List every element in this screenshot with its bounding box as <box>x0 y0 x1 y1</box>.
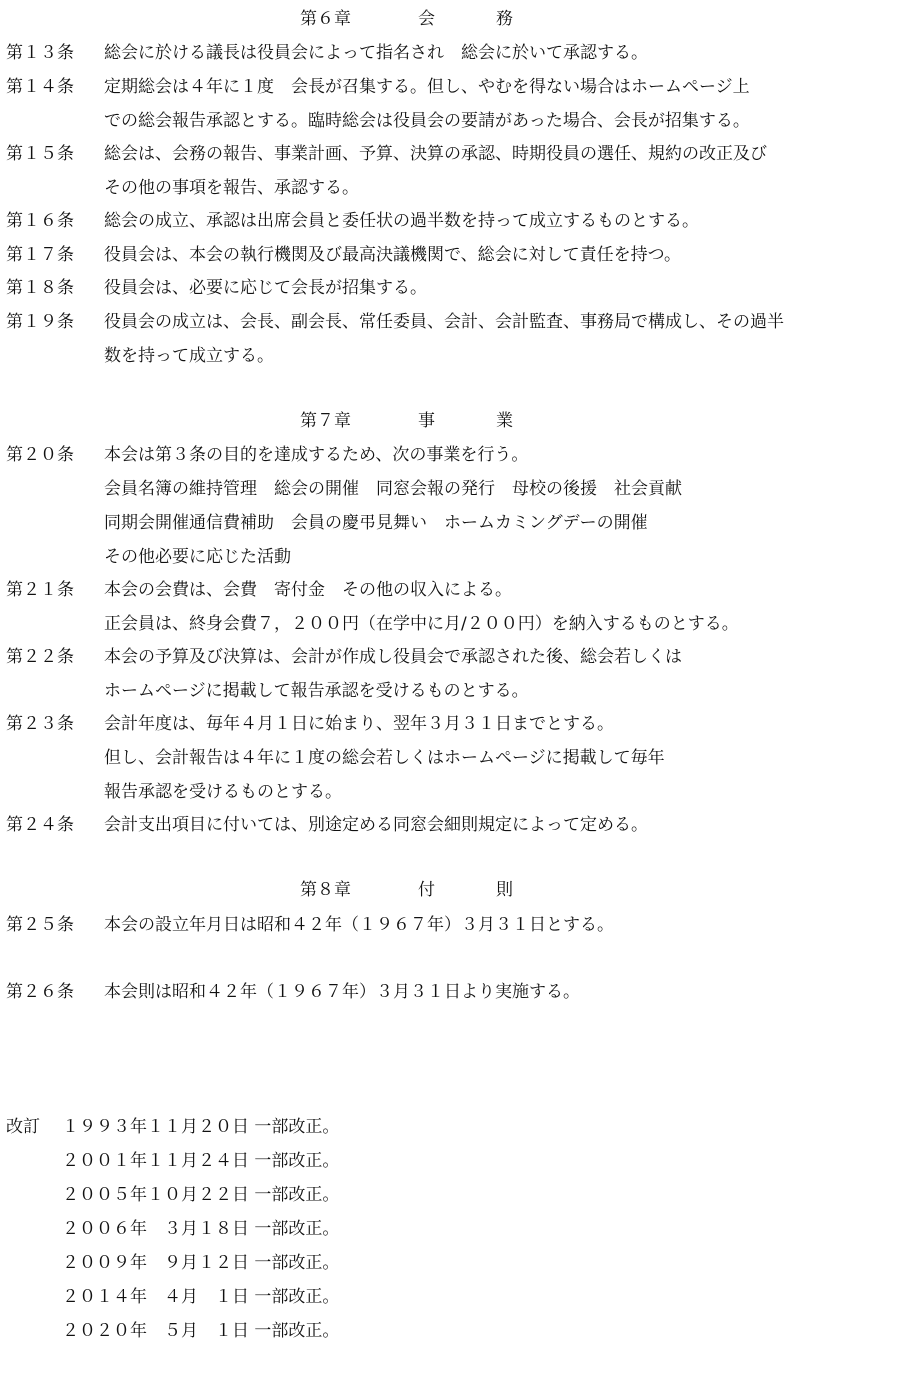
chapter-6-title-char-2: 務 <box>496 9 513 29</box>
article-text-line: 役員会は、必要に応じて会長が招集する。 <box>104 278 427 298</box>
article-text-line: 但し、会計報告は４年に１度の総会若しくはホームページに掲載して毎年 <box>104 748 665 768</box>
chapter-8-label: 第８章 <box>300 880 351 900</box>
revision-entry: ２００１年１１月２４日 一部改正。 <box>62 1151 340 1171</box>
chapter-6-heading <box>0 2 900 36</box>
article-number: 第１６条 <box>6 211 74 231</box>
article-text-line: 役員会の成立は、会長、副会長、常任委員、会計、会計監査、事務局で構成し、その過半 <box>104 312 784 332</box>
article-number: 第２５条 <box>6 915 74 935</box>
article-text-line: 同期会開催通信費補助 会員の慶弔見舞い ホームカミングデーの開催 <box>104 513 648 533</box>
article-text-line: 定期総会は４年に１度 会長が召集する。但し、やむを得ない場合はホームページ上 <box>104 77 750 97</box>
article-text-line: 本会の設立年月日は昭和４２年（１９６７年）３月３１日とする。 <box>104 915 614 935</box>
article-text-line: 総会に於ける議長は役員会によって指名され 総会に於いて承認する。 <box>104 43 648 63</box>
article-number: 第１７条 <box>6 245 74 265</box>
article-text-line: 本会は第３条の目的を達成するため、次の事業を行う。 <box>104 445 529 465</box>
article-text-line: 会員名簿の維持管理 総会の開催 同窓会報の発行 母校の後援 社会貢献 <box>104 479 682 499</box>
revision-label: 改訂 <box>6 1117 40 1137</box>
article-number: 第１８条 <box>6 278 74 298</box>
chapter-8-title-char-2: 則 <box>496 880 513 900</box>
revision-entry: ２００５年１０月２２日 一部改正。 <box>62 1185 340 1205</box>
chapter-7-label: 第７章 <box>300 411 351 431</box>
article-number: 第１４条 <box>6 77 74 97</box>
article-text-line: その他の事項を報告、承認する。 <box>104 178 359 198</box>
article-number: 第２１条 <box>6 580 74 600</box>
article-number: 第２４条 <box>6 815 74 835</box>
chapter-7-title-char-1: 事 <box>418 411 435 431</box>
article-text-line: 報告承認を受けるものとする。 <box>104 782 342 802</box>
article-number: 第１３条 <box>6 43 74 63</box>
revision-entry: ２０２０年 ５月 １日 一部改正。 <box>62 1321 340 1341</box>
article-number: 第２２条 <box>6 647 74 667</box>
article-number: 第２６条 <box>6 982 74 1002</box>
revision-entry: １９９３年１１月２０日 一部改正。 <box>62 1117 340 1137</box>
article-number: 第１５条 <box>6 144 74 164</box>
article-text-line: 総会は、会務の報告、事業計画、予算、決算の承認、時期役員の選任、規約の改正及び <box>104 144 767 164</box>
article-text-line: での総会報告承認とする。臨時総会は役員会の要請があった場合、会長が招集する。 <box>104 111 750 131</box>
article-number: 第１９条 <box>6 312 74 332</box>
chapter-6-label: 第６章 <box>300 9 351 29</box>
article-text-line: ホームページに掲載して報告承認を受けるものとする。 <box>104 681 529 701</box>
article-number: 第２０条 <box>6 445 74 465</box>
article-text-line: 数を持って成立する。 <box>104 346 274 366</box>
revision-entry: ２０１４年 ４月 １日 一部改正。 <box>62 1287 340 1307</box>
chapter-8-heading <box>0 873 900 907</box>
article-text-line: 正会員は、終身会費７，２００円（在学中に月/２００円）を納入するものとする。 <box>104 614 739 634</box>
article-text-line: 本会の予算及び決算は、会計が作成し役員会で承認された後、総会若しくは <box>104 647 682 667</box>
article-text-line: 会計年度は、毎年４月１日に始まり、翌年３月３１日までとする。 <box>104 714 614 734</box>
chapter-7-heading <box>0 404 900 438</box>
article-number: 第２３条 <box>6 714 74 734</box>
chapter-7-title-char-2: 業 <box>496 411 513 431</box>
article-text-line: 会計支出項目に付いては、別途定める同窓会細則規定によって定める。 <box>104 815 648 835</box>
article-text-line: その他必要に応じた活動 <box>104 547 291 567</box>
revision-entry: ２００６年 ３月１８日 一部改正。 <box>62 1219 340 1239</box>
article-text-line: 本会則は昭和４２年（１９６７年）３月３１日より実施する。 <box>104 982 580 1002</box>
revision-entry: ２００９年 ９月１２日 一部改正。 <box>62 1253 340 1273</box>
article-text-line: 総会の成立、承認は出席会員と委任状の過半数を持って成立するものとする。 <box>104 211 699 231</box>
article-text-line: 本会の会費は、会費 寄付金 その他の収入による。 <box>104 580 512 600</box>
chapter-6-title-char-1: 会 <box>418 9 435 29</box>
chapter-8-title-char-1: 付 <box>418 880 435 900</box>
article-text-line: 役員会は、本会の執行機関及び最高決議機関で、総会に対して責任を持つ。 <box>104 245 681 265</box>
